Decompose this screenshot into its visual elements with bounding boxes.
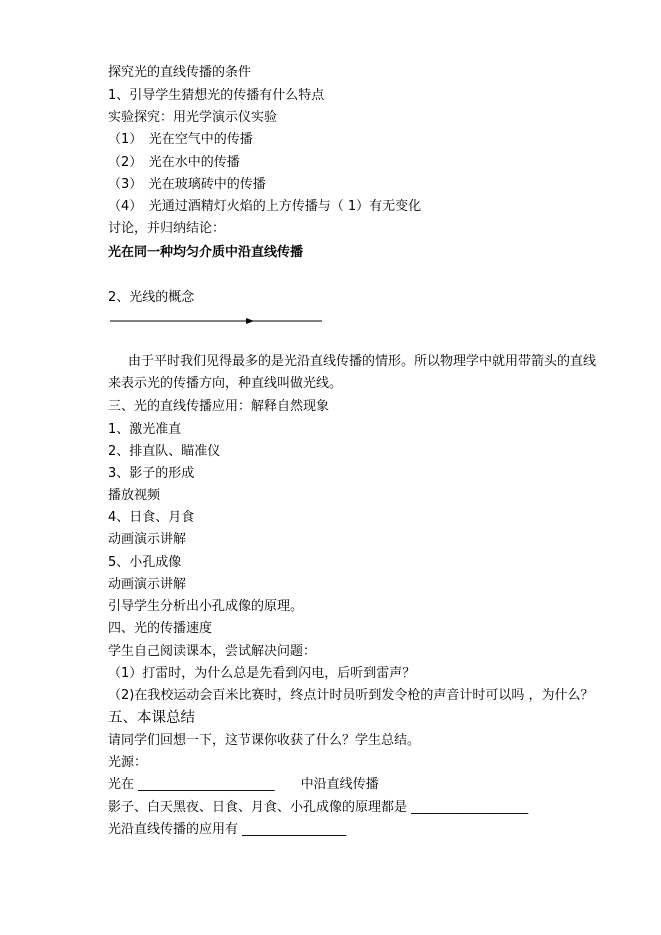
section-three-heading: 三、光的直线传播应用：解释自然现象 <box>108 399 330 414</box>
application-4: 4、日食、月食 <box>108 510 195 525</box>
experiment-item-3: （3） 光在玻璃砖中的传播 <box>108 177 266 192</box>
experiment-item-1: （1） 光在空气中的传播 <box>108 132 253 147</box>
application-5: 5、小孔成像 <box>108 555 182 570</box>
animation-note-1: 动画演示讲解 <box>108 532 187 547</box>
heading-conditions: 探究光的直线传播的条件 <box>108 65 252 80</box>
experiment-item-2: （2） 光在水中的传播 <box>108 155 240 170</box>
application-3: 3、影子的形成 <box>108 466 195 481</box>
question-1: （1）打雷时，为什么总是先看到闪电，后听到雷声？ <box>108 666 416 681</box>
discussion-label: 讨论，并归纳结论： <box>108 221 226 236</box>
section-four-heading: 四、光的传播速度 <box>108 621 213 636</box>
play-video-note: 播放视频 <box>108 488 161 503</box>
paragraph-line-2: 来表示光的传播方向，种直线叫做光线。 <box>108 376 343 391</box>
experiment-intro: 实验探究：用光学演示仪实验 <box>108 110 278 125</box>
paragraph-line-1: 由于平时我们见得最多的是光沿直线传播的情形。所以物理学中就用带箭头的直线 <box>128 354 597 369</box>
light-source-label: 光源： <box>108 755 148 770</box>
light-ray-concept: 2、光线的概念 <box>108 290 195 305</box>
light-ray-arrow-icon <box>110 318 322 324</box>
fill-blank-medium: 光在 _____________________ 中沿直线传播 <box>108 777 379 792</box>
section-five-heading: 五、本课总结 <box>108 710 195 726</box>
step-guess: 1、引导学生猜想光的传播有什么特点 <box>108 88 325 103</box>
experiment-item-4: （4） 光通过酒精灯火焰的上方传播与（ 1）有无变化 <box>108 199 422 214</box>
application-2: 2、排直队、瞄准仪 <box>108 444 221 459</box>
reading-instruction: 学生自己阅读课本，尝试解决问题： <box>108 644 317 659</box>
animation-note-2: 动画演示讲解 <box>108 577 187 592</box>
conclusion-text: 光在同一种均匀介质中沿直线传播 <box>108 245 304 260</box>
summary-prompt: 请同学们回想一下，这节课你收获了什么？学生总结。 <box>108 733 421 748</box>
question-2: （2)在我校运动会百米比赛时，终点计时员听到发令枪的声音计时可以吗 ，为什么？ <box>108 688 594 703</box>
pinhole-analysis: 引导学生分析出小孔成像的原理。 <box>108 599 304 614</box>
fill-blank-principle: 影子、白天黑夜、日食、月食、小孔成像的原理都是 __________________ <box>108 800 529 815</box>
fill-blank-applications: 光沿直线传播的应用有 ________________ <box>108 822 347 837</box>
application-1: 1、激光准直 <box>108 422 182 437</box>
